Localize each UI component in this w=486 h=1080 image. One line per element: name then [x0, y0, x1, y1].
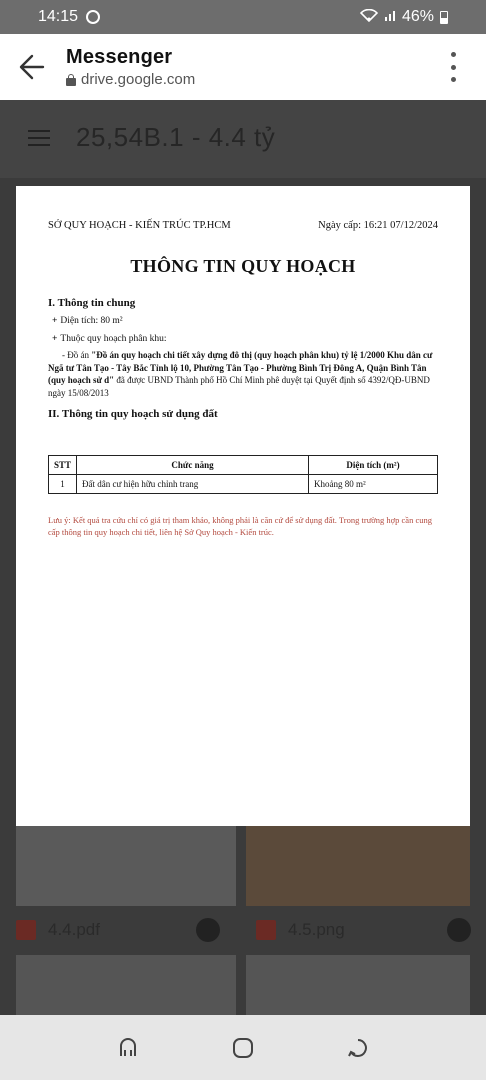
back-button[interactable] — [12, 47, 52, 87]
app-titles — [66, 46, 195, 88]
drive-file-title: 25,54B.1 - 4.4 tỷ — [76, 122, 276, 152]
home-icon — [231, 1036, 255, 1060]
table-header: Chức năng — [77, 456, 309, 475]
battery-percent: 46% — [401, 8, 434, 25]
app-title: Messenger — [66, 46, 173, 68]
section-general-info: I. Thông tin chung — [48, 297, 136, 309]
info-icon — [447, 918, 471, 942]
more-options-button[interactable] — [446, 52, 460, 82]
file-row-right — [256, 912, 471, 948]
document-preview[interactable] — [16, 186, 470, 826]
agency-name: SỞ QUY HOẠCH - KIẾN TRÚC TP.HCM — [48, 220, 231, 231]
lock-icon — [66, 74, 76, 86]
zone-label: Thuộc quy hoạch phân khu: — [60, 334, 167, 344]
issue-date: Ngày cấp: 16:21 07/12/2024 — [318, 220, 438, 231]
image-file-icon — [256, 920, 276, 940]
status-time: 14:15 — [38, 8, 79, 25]
document-title: THÔNG TIN QUY HOẠCH — [130, 256, 356, 276]
system-nav-bar — [0, 1015, 486, 1080]
document-header — [48, 220, 438, 231]
thumbnail-right — [246, 826, 470, 906]
table-header: STT — [49, 456, 77, 475]
status-bar — [0, 0, 486, 34]
info-icon — [196, 918, 220, 942]
app-url-row — [66, 71, 195, 88]
back-arrow-icon — [17, 52, 47, 82]
zone-line: + Thuộc quy hoạch phân khu: — [52, 334, 167, 344]
table-cell: 1 — [49, 475, 77, 494]
area-line: + Diện tích: 80 m² — [52, 316, 123, 326]
menu-icon — [28, 130, 50, 146]
wifi-icon — [360, 9, 378, 25]
plan-name: "Đồ án quy hoạch chi tiết xây dựng đô thị (quy hoạch phân khu) tỷ lệ 1/2000 Khu dân cư Ngã tư Tân Tạo - Tây Bắc Tỉnh lộ 10, Phường Tân Tạo - Phường Bình Trị Đông A, Quận Bình Tân (quy hoạch sử d" — [48, 350, 433, 385]
app-url: drive.google.com — [81, 71, 196, 88]
thumbnail-left — [16, 826, 236, 906]
battery-icon — [440, 11, 448, 24]
file-name-right: 4.5.png — [288, 920, 345, 939]
table-cell: Đất dân cư hiện hữu chỉnh trang — [77, 475, 309, 494]
file-row-left — [16, 912, 220, 948]
drive-header — [0, 100, 486, 178]
land-use-table — [48, 455, 438, 494]
back-nav-icon — [346, 1036, 370, 1060]
recent-apps-button[interactable] — [108, 1028, 148, 1068]
back-nav-button[interactable] — [338, 1028, 378, 1068]
home-button[interactable] — [223, 1028, 263, 1068]
table-header: Diện tích (m²) — [309, 456, 438, 475]
signal-icon — [384, 8, 396, 26]
messenger-notification-icon — [86, 10, 100, 24]
disclaimer-note: Lưu ý: Kết quả tra cứu chỉ có giá trị tham khảo, không phải là căn cứ để sử dụng đất. Trong trường hợp cần cung cấp thông tin quy hoạch chi tiết, liên hệ Sở Quy hoạch - Kiến trúc. — [48, 515, 432, 537]
table-cell: Khoảng 80 m² — [309, 475, 438, 494]
thumbnail-bottom-left — [16, 955, 236, 1015]
app-bar — [0, 34, 486, 100]
recent-apps-icon — [116, 1036, 140, 1060]
area-label: Diện tích: 80 m² — [60, 316, 123, 326]
status-right — [360, 8, 448, 26]
plan-paragraph: - Đồ án "Đồ án quy hoạch chi tiết xây dựng đô thị (quy hoạch phân khu) tỷ lệ 1/2000 Khu dân cư Ngã tư Tân Tạo - Tây Bắc Tỉnh lộ 10, Phường Tân Tạo - Phường Bình Trị Đông A, Quận Bình Tân (quy hoạch sử d" đã được UBND Thành phố Hồ Chí Minh phê duyệt tại Quyết định số 4392/QĐ-UBND ngày 15/08/2013 — [48, 350, 433, 398]
table-row — [49, 475, 438, 494]
thumbnail-bottom-right — [246, 955, 470, 1015]
pdf-file-icon — [16, 920, 36, 940]
section-land-use: II. Thông tin quy hoạch sử dụng đất — [48, 408, 218, 420]
file-name-left: 4.4.pdf — [48, 920, 100, 939]
